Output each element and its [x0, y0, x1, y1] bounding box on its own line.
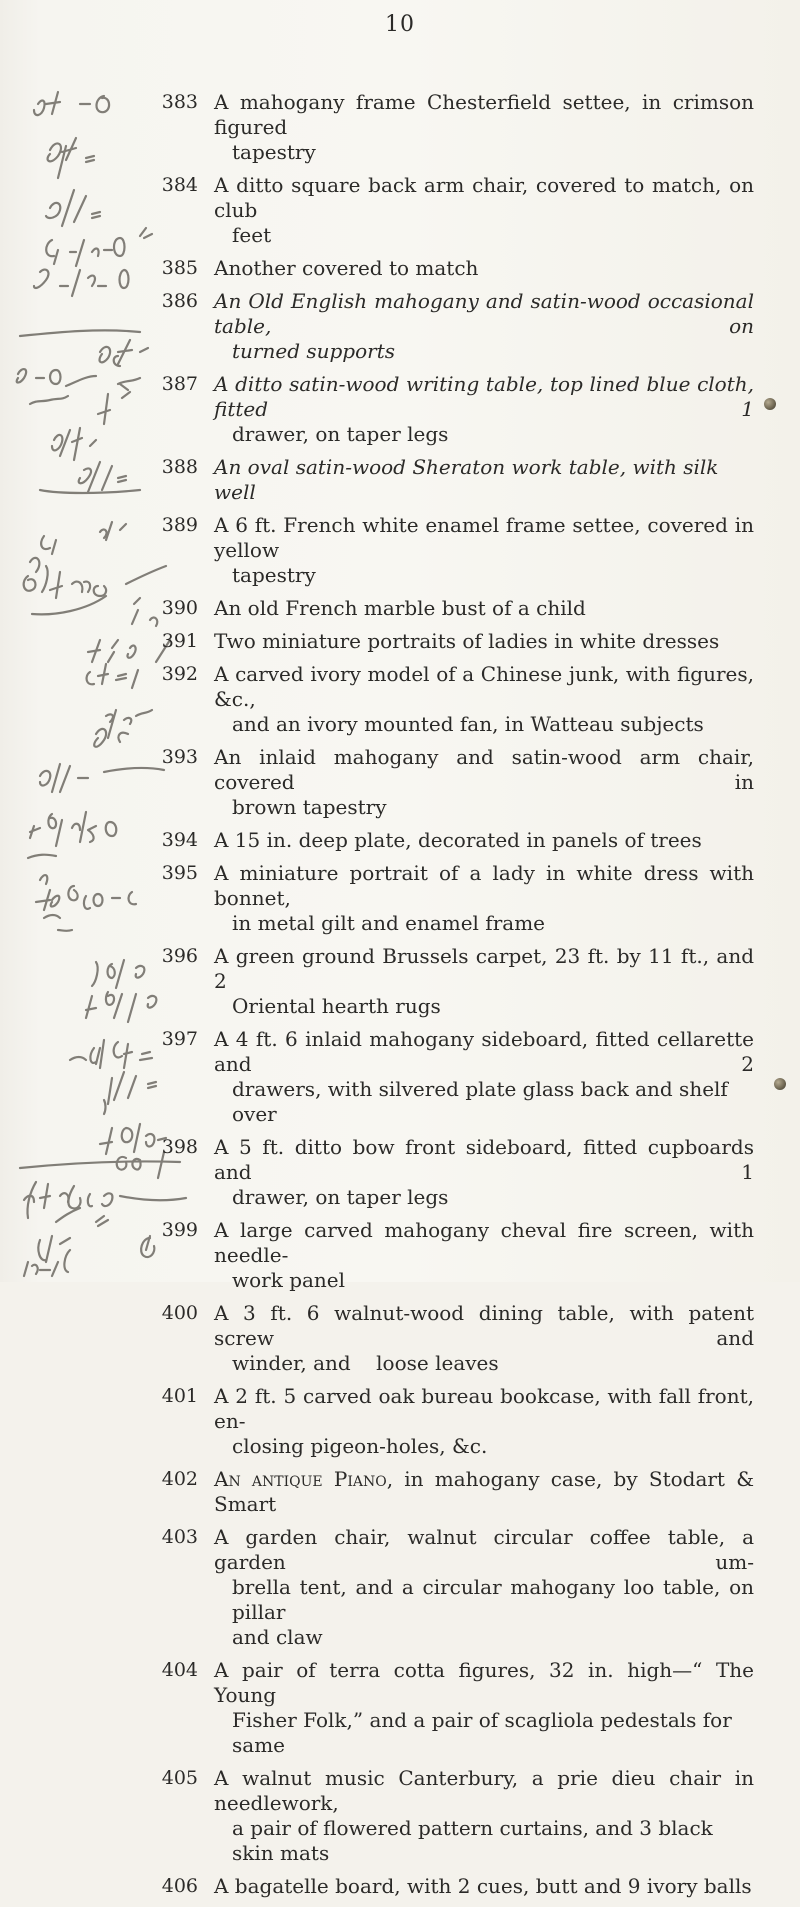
description-line: brella tent, and a circular mahogany loo table, on pillar [232, 1575, 754, 1624]
lot-385 [0, 256, 800, 281]
lot-description [214, 289, 754, 364]
description-line: Two miniature portraits of ladies in white dresses [214, 629, 720, 653]
lot-number: 383 [161, 91, 198, 113]
description-line: A garden chair, walnut circular coffee table, a garden um- [214, 1525, 754, 1574]
lot-description [214, 1384, 754, 1459]
lot-389 [0, 513, 800, 588]
description-line: A 15 in. deep plate, decorated in panels of trees [214, 828, 702, 852]
lot-number: 388 [161, 456, 198, 478]
description-line: An oval satin-wood Sheraton work table, with silk well [214, 455, 719, 504]
lot-405 [0, 1766, 800, 1866]
lot-number: 387 [161, 373, 198, 395]
description-line: work panel [232, 1268, 346, 1292]
lot-392 [0, 662, 800, 737]
description-line: A mahogany frame Chesterfield settee, in crimson figured [214, 90, 754, 139]
lot-description [214, 1658, 754, 1758]
lot-list [0, 90, 800, 1907]
lot-number: 406 [161, 1875, 198, 1897]
description-line: A ditto square back arm chair, covered to match, on club [214, 173, 754, 222]
lot-description [214, 1301, 754, 1376]
description-line: An Old English mahogany and satin-wood occasional table, on [214, 289, 754, 338]
description-line: A large carved mahogany cheval fire screen, with needle- [214, 1218, 754, 1267]
lot-description [214, 828, 754, 853]
lot-384 [0, 173, 800, 248]
lot-403 [0, 1525, 800, 1650]
description-line: tapestry [232, 563, 316, 587]
page-number: 10 [385, 12, 415, 37]
lot-394 [0, 828, 800, 853]
description-line: winder, and loose leaves [232, 1351, 499, 1375]
lot-number: 397 [161, 1028, 198, 1050]
lot-number: 399 [161, 1219, 198, 1241]
lot-description [214, 1467, 754, 1517]
lot-404 [0, 1658, 800, 1758]
description-line: A 4 ft. 6 inlaid mahogany sideboard, fitted cellarette and 2 [214, 1027, 754, 1076]
lot-number: 394 [161, 829, 198, 851]
description-line: Fisher Folk,” and a pair of scagliola pedestals for same [232, 1708, 732, 1757]
margin-speck [764, 398, 776, 410]
description-line: An old French marble bust of a child [214, 596, 586, 620]
margin-speck [774, 1078, 786, 1090]
lot-396 [0, 944, 800, 1019]
lot-number: 391 [161, 630, 198, 652]
lot-number: 398 [161, 1136, 198, 1158]
lot-description [214, 861, 754, 936]
lot-description [214, 1874, 754, 1899]
description-line: A miniature portrait of a lady in white dress with bonnet, [214, 861, 754, 910]
description-line: A 2 ft. 5 carved oak bureau bookcase, with fall front, en- [214, 1384, 754, 1433]
lot-number: 384 [161, 174, 198, 196]
description-line: A carved ivory model of a Chinese junk, with figures, &c., [214, 662, 754, 711]
lot-number: 395 [161, 862, 198, 884]
lot-description [214, 455, 754, 505]
description-line: drawer, on taper legs [232, 422, 449, 446]
lot-description [214, 90, 754, 165]
lot-description [214, 944, 754, 1019]
description-line: An inlaid mahogany and satin-wood arm chair, covered in [214, 745, 754, 794]
lot-number: 385 [161, 257, 198, 279]
description-line [214, 1467, 754, 1517]
lot-number: 396 [161, 945, 198, 967]
lot-description [214, 1135, 754, 1210]
lot-390 [0, 596, 800, 621]
lot-393 [0, 745, 800, 820]
lot-401 [0, 1384, 800, 1459]
lot-number: 393 [161, 746, 198, 768]
lot-386 [0, 289, 800, 364]
description-line: A 6 ft. French white enamel frame settee, covered in yellow [214, 513, 754, 562]
lot-description [214, 662, 754, 737]
lot-388 [0, 455, 800, 505]
description-line: drawers, with silvered plate glass back and shelf over [232, 1077, 728, 1126]
lot-395 [0, 861, 800, 936]
lot-description [214, 513, 754, 588]
lot-number: 386 [161, 290, 198, 312]
lot-description [214, 173, 754, 248]
lot-description [214, 596, 754, 621]
lot-description [214, 372, 754, 447]
description-line: A 3 ft. 6 walnut-wood dining table, with patent screw and [214, 1301, 754, 1350]
lot-number: 400 [161, 1302, 198, 1324]
lot-387 [0, 372, 800, 447]
lot-397 [0, 1027, 800, 1127]
lot-400 [0, 1301, 800, 1376]
description-line: and an ivory mounted fan, in Watteau subjects [232, 712, 704, 736]
description-line: in metal gilt and enamel frame [232, 911, 545, 935]
description-line: Another covered to match [214, 256, 479, 280]
lot-description [214, 1766, 754, 1866]
lot-number: 405 [161, 1767, 198, 1789]
lot-title-smallcaps: An antique Piano [214, 1467, 387, 1491]
description-line: turned supports [232, 339, 396, 363]
description-line: and claw [232, 1625, 323, 1649]
lot-391 [0, 629, 800, 654]
lot-406 [0, 1874, 800, 1899]
description-line: a pair of flowered pattern curtains, and 3 black skin mats [232, 1816, 713, 1865]
description-line: A 5 ft. ditto bow front sideboard, fitted cupboards and 1 [214, 1135, 754, 1184]
lot-number: 402 [161, 1468, 198, 1490]
description-line: Oriental hearth rugs [232, 994, 441, 1018]
description-line: A green ground Brussels carpet, 23 ft. by 11 ft., and 2 [214, 944, 754, 993]
lot-description [214, 1027, 754, 1127]
description-line: drawer, on taper legs [232, 1185, 449, 1209]
lot-number: 389 [161, 514, 198, 536]
lot-number: 401 [161, 1385, 198, 1407]
lot-description [214, 629, 754, 654]
lot-398 [0, 1135, 800, 1210]
description-line: A ditto satin-wood writing table, top lined blue cloth, fitted 1 [214, 372, 754, 421]
lot-title-rest: , in mahogany case, by Stodart & Smart [214, 1467, 754, 1516]
lot-description [214, 745, 754, 820]
description-line: brown tapestry [232, 795, 387, 819]
lot-383 [0, 90, 800, 165]
lot-number: 404 [161, 1659, 198, 1681]
lot-number: 403 [161, 1526, 198, 1548]
description-line: A bagatelle board, with 2 cues, butt and 9 ivory balls [214, 1874, 752, 1898]
lot-number: 392 [161, 663, 198, 685]
lot-description [214, 1525, 754, 1650]
description-line: tapestry [232, 140, 316, 164]
lot-402 [0, 1467, 800, 1517]
lot-number: 390 [161, 597, 198, 619]
description-line: feet [232, 223, 272, 247]
description-line: A walnut music Canterbury, a prie dieu chair in needlework, [214, 1766, 754, 1815]
description-line: closing pigeon-holes, &c. [232, 1434, 488, 1458]
lot-description [214, 256, 754, 281]
description-line: A pair of terra cotta figures, 32 in. high—“ The Young [214, 1658, 754, 1707]
